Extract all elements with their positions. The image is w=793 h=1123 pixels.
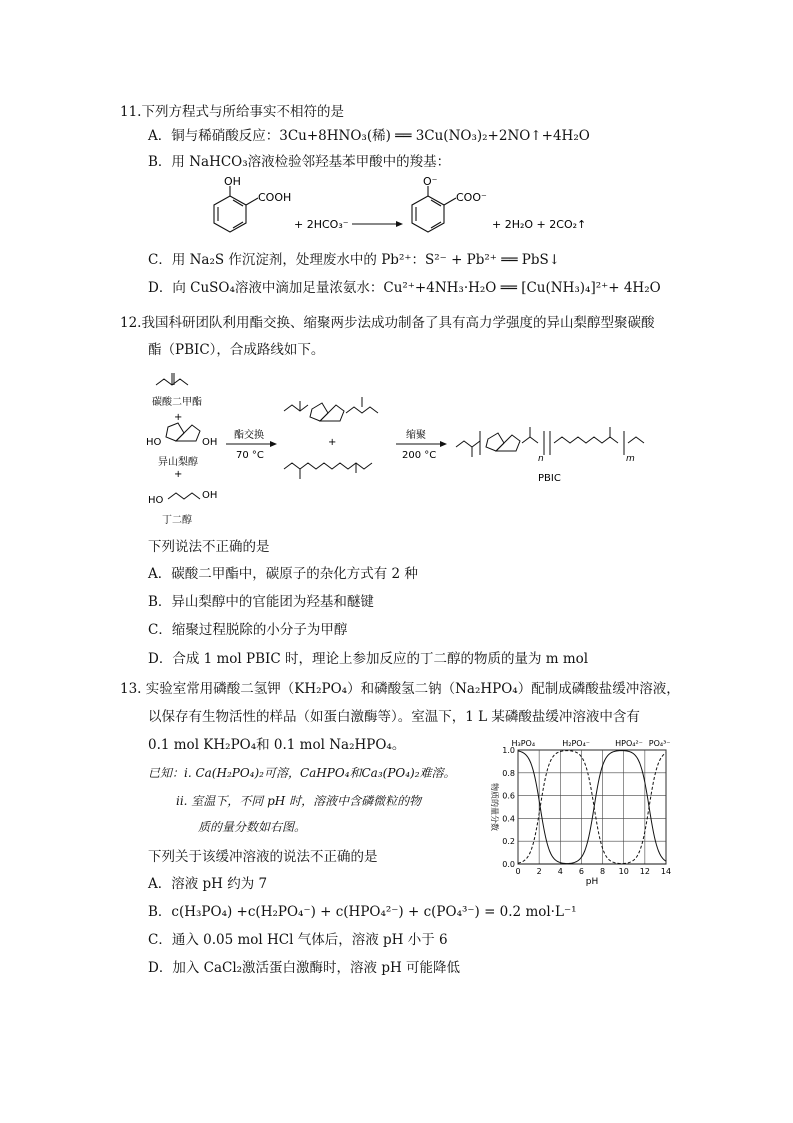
salicylic-acid-ring xyxy=(214,186,258,232)
phosphate-speciation-chart xyxy=(482,734,682,894)
q12-option-a: A．碳酸二甲酯中，碳原子的杂化方式有 2 种 xyxy=(148,566,418,582)
q13-stem-line1: 13. 实验室常用磷酸二氢钾（KH₂PO₄）和磷酸氢二钠（Na₂HPO₄）配制成磷酸盐缓冲溶液， xyxy=(120,681,680,697)
intermediate-butanediol-carbonate xyxy=(284,463,372,479)
plus-sign-3: + xyxy=(328,437,337,448)
chart-series-labels xyxy=(512,739,671,748)
pbic-structure xyxy=(456,427,644,457)
q11-option-a: A．铜与稀硝酸反应：3Cu+8HNO₃(稀) ══ 3Cu(NO₃)₂+2NO↑+4H₂O xyxy=(148,128,590,144)
plus-sign-1: + xyxy=(174,412,183,423)
x-tick-label: 10 xyxy=(618,867,629,876)
q12-option-b: B．异山梨醇中的官能团为羟基和醚键 xyxy=(148,594,374,610)
x-tick-label: 8 xyxy=(600,867,606,876)
q12-ask: 下列说法不正确的是 xyxy=(148,539,270,555)
y-tick-label: 1.0 xyxy=(502,746,515,755)
series-label-2: H₂PO₄⁻ xyxy=(562,739,591,748)
series-label-1: H₃PO₄ xyxy=(511,739,536,748)
isosorbide-oh-label: OH xyxy=(202,437,218,448)
step2-arrowhead xyxy=(440,441,447,447)
q13-ask: 下列关于该缓冲溶液的说法不正确的是 xyxy=(148,849,378,865)
dimethyl-carbonate-structure xyxy=(156,373,188,385)
q13-option-d: D．加入 CaCl₂激活蛋白激酶时，溶液 pH 可能降低 xyxy=(148,960,461,976)
q11-option-c: C．用 Na₂S 作沉淀剂，处理废水中的 Pb²⁺：S²⁻ + Pb²⁺ ══ PbS↓ xyxy=(148,252,561,268)
q13-stem-line3: 0.1 mol KH₂PO₄和 0.1 mol Na₂HPO₄。 xyxy=(148,737,406,753)
butanediol-oh-label: OH xyxy=(202,490,218,501)
chart-curves xyxy=(518,751,666,864)
q13-note-2: ii. 室温下，不同 pH 时，溶液中含磷微粒的物 xyxy=(176,794,422,808)
reagent-isosorbide-label: 异山梨醇 xyxy=(158,457,198,468)
y-tick-label: 0.6 xyxy=(502,791,515,801)
y-tick-label: 0.2 xyxy=(502,837,515,847)
q13-option-b: B．c(H₃PO₄) +c(H₂PO₄⁻) + c(HPO₄²⁻) + c(PO₄³⁻) = 0.2 mol·L⁻¹ xyxy=(148,904,577,920)
butanediol-structure xyxy=(168,493,200,499)
series-line-1 xyxy=(518,751,666,864)
q13-note-1: 已知：i. Ca(H₂PO₄)₂可溶，CaHPO₄和Ca₃(PO₄)₂难溶。 xyxy=(148,766,456,780)
q12-stem-line1: 12.我国科研团队利用酯交换、缩聚两步法成功制备了具有高力学强度的异山梨醇型聚碳酸 xyxy=(120,315,655,331)
reactant-oh-label: OH xyxy=(224,176,241,188)
salicylate-ring xyxy=(412,186,456,232)
x-tick-label: 2 xyxy=(536,867,542,876)
intermediate-isosorbide-carbonate xyxy=(284,397,378,421)
step1-condition: 70 °C xyxy=(236,450,264,461)
x-tick-label: 6 xyxy=(578,867,584,876)
series-label-3: HPO₄²⁻ xyxy=(615,739,643,748)
reactant-hco3-label: + 2HCO₃⁻ xyxy=(294,218,349,231)
reagent-dimethyl-carbonate-label: 碳酸二甲酯 xyxy=(152,397,202,408)
q11-stem: 11.下列方程式与所给事实不相符的是 xyxy=(120,104,344,120)
series-label-4: PO₄³⁻ xyxy=(648,739,671,748)
chart-y-axis-label: 物质的量分数 xyxy=(490,783,499,831)
q12-option-c: C．缩聚过程脱除的小分子为甲醇 xyxy=(148,622,348,638)
chart-x-axis-label: pH xyxy=(585,877,599,887)
step1-label: 酯交换 xyxy=(234,430,264,441)
step1-arrowhead xyxy=(270,441,277,447)
q12-stem-line2: 酯（PBIC），合成路线如下。 xyxy=(148,342,325,358)
y-tick-label: 0.4 xyxy=(502,814,515,824)
isosorbide-ho-label: HO xyxy=(146,437,162,448)
q11-b-reaction-figure xyxy=(200,176,600,246)
x-tick-label: 12 xyxy=(639,867,650,876)
q11-option-d: D．向 CuSO₄溶液中滴加足量浓氨水：Cu²⁺+4NH₃·H₂O ══ [Cu(NH₃)₄]²⁺+ 4H₂O xyxy=(148,280,661,296)
q12-synthesis-scheme xyxy=(140,365,680,530)
q13-note-3: 质的量分数如右图。 xyxy=(198,820,307,834)
product-pbic-label: PBIC xyxy=(538,473,561,484)
butanediol-ho-label: HO xyxy=(148,495,164,506)
y-tick-label: 0.8 xyxy=(502,768,515,778)
reagent-butanediol-label: 丁二醇 xyxy=(162,515,192,526)
reaction-arrowhead xyxy=(396,221,403,227)
x-tick-label: 4 xyxy=(557,867,563,876)
q13-option-c: C．通入 0.05 mol HCl 气体后，溶液 pH 小于 6 xyxy=(148,932,448,948)
x-tick-label: 14 xyxy=(660,867,672,876)
isosorbide-structure xyxy=(166,423,200,441)
q13-option-a: A．溶液 pH 约为 7 xyxy=(148,876,268,892)
step2-label: 缩聚 xyxy=(406,430,426,441)
plus-sign-2: + xyxy=(174,469,183,480)
q13-stem-line2: 以保存有生物活性的样品（如蛋白激酶等）。室温下，1 L 某磷酸盐缓冲溶液中含有 xyxy=(148,709,640,725)
q11-option-b: B．用 NaHCO₃溶液检验邻羟基苯甲酸中的羧基： xyxy=(148,154,451,170)
pbic-subscript-m: m xyxy=(626,454,635,464)
step2-condition: 200 °C xyxy=(402,450,437,461)
x-tick-label: 0 xyxy=(515,867,521,876)
product-o-minus-label: O⁻ xyxy=(423,176,438,188)
pbic-subscript-n: n xyxy=(538,454,544,464)
q12-option-d: D．合成 1 mol PBIC 时，理论上参加反应的丁二醇的物质的量为 m mol xyxy=(148,651,589,667)
products-label: + 2H₂O + 2CO₂↑ xyxy=(492,218,587,231)
product-coo-label: COO⁻ xyxy=(456,191,487,204)
y-tick-label: 0.0 xyxy=(502,860,515,869)
reactant-cooh-label: COOH xyxy=(258,191,292,204)
